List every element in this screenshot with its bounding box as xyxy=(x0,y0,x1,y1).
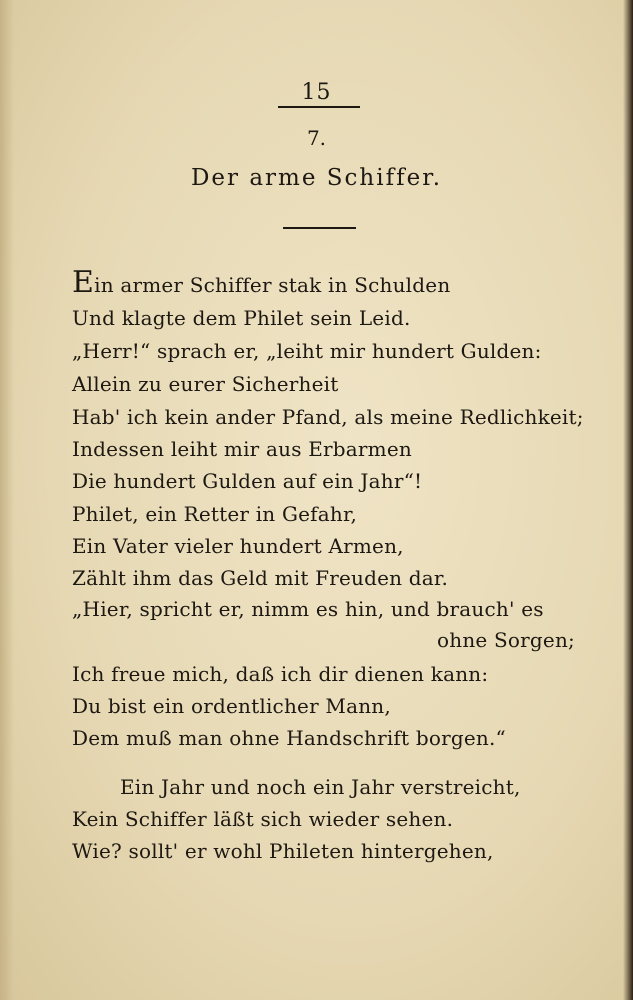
poem-line-9: Ein Vater vieler hundert Armen, xyxy=(72,534,404,558)
poem-line-15: Ein Jahr und noch ein Jahr verstreicht, xyxy=(120,775,521,799)
poem-line-5: Hab' ich kein ander Pfand, als meine Redlichkeit; xyxy=(72,405,584,429)
poem-line-10: Zählt ihm das Geld mit Freuden dar. xyxy=(72,566,449,590)
page-number: 15 xyxy=(301,80,332,105)
poem-line-14: Dem muß man ohne Handschrift borgen.“ xyxy=(72,726,506,750)
poem-line-13: Du bist ein ordentlicher Mann, xyxy=(72,694,391,718)
poem-line-11-continued: ohne Sorgen; xyxy=(437,628,575,652)
poem-title: Der arme Schiffer. xyxy=(190,165,443,191)
poem-line-11: „Hier, spricht er, nimm es hin, und brauch' es xyxy=(72,597,544,621)
poem-line-7: Die hundert Gulden auf ein Jahr“! xyxy=(72,469,423,493)
page-edge-shadow-right xyxy=(623,0,633,1000)
title-rule xyxy=(283,227,356,229)
poem-line-6: Indessen leiht mir aus Erbarmen xyxy=(72,437,412,461)
poem-line-16: Kein Schiffer läßt sich wieder sehen. xyxy=(72,807,454,831)
poem-line-4: Allein zu eurer Sicherheit xyxy=(72,372,339,396)
drop-initial: E xyxy=(72,265,95,300)
poem-line-1-text: in armer Schiffer stak in Schulden xyxy=(94,273,451,297)
header-rule xyxy=(278,106,360,108)
poem-line-17: Wie? sollt' er wohl Phileten hintergehen, xyxy=(72,839,494,863)
page-edge-shadow-left xyxy=(0,0,14,1000)
poem-number: 7. xyxy=(306,126,327,150)
poem-line-8: Philet, ein Retter in Gefahr, xyxy=(72,502,358,526)
poem-line-12: Ich freue mich, daß ich dir dienen kann: xyxy=(72,662,489,686)
poem-line-1 xyxy=(72,265,451,300)
poem-line-3: „Herr!“ sprach er, „leiht mir hundert Gulden: xyxy=(72,339,542,363)
poem-line-2: Und klagte dem Philet sein Leid. xyxy=(72,306,411,330)
